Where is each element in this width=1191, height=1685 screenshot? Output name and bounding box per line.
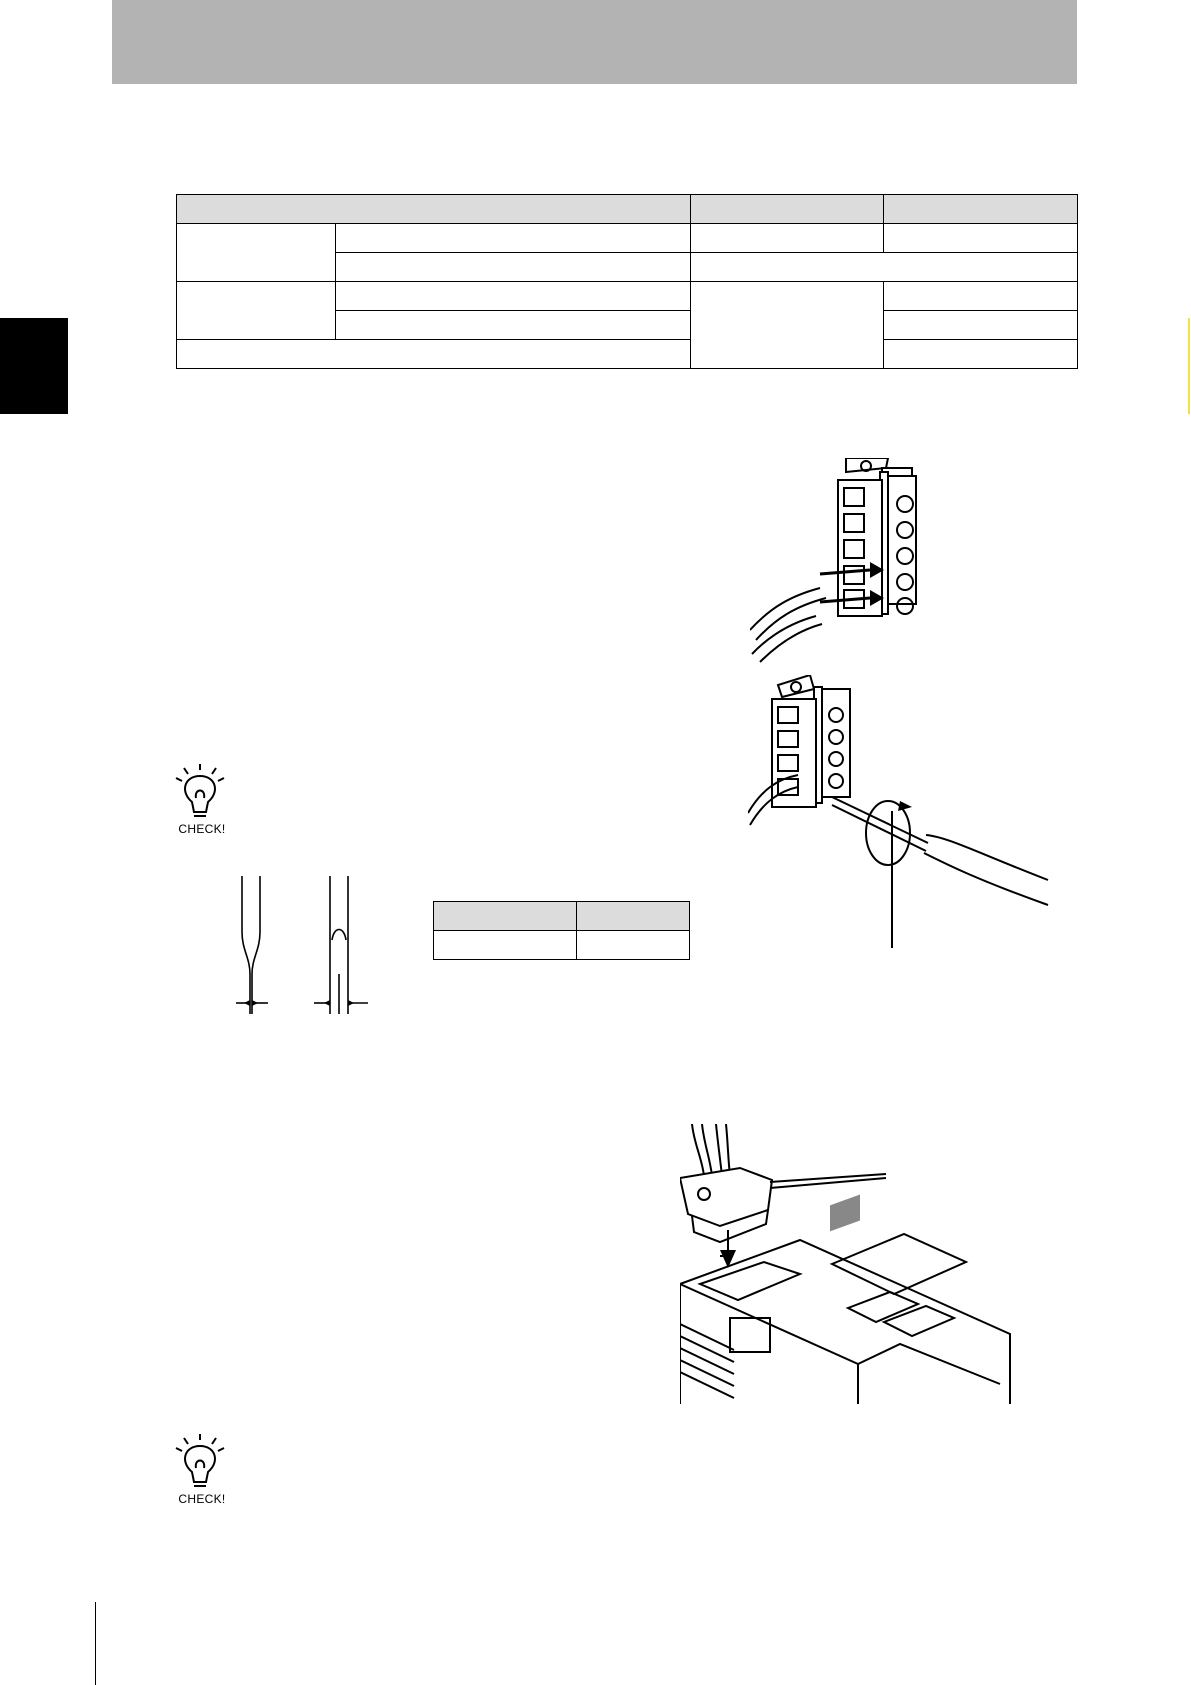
terminal-block-insert-figure: [750, 458, 970, 663]
tool-table: [433, 901, 690, 960]
check-label: CHECK!: [178, 822, 226, 836]
table-header-cell: [577, 902, 690, 931]
table-cell: [691, 224, 884, 253]
check-label: CHECK!: [178, 1492, 226, 1506]
table-row: [434, 931, 690, 960]
table-header-cell: [434, 902, 577, 931]
table-cell: [577, 931, 690, 960]
table-row: [177, 340, 1078, 369]
table-cell: [884, 282, 1078, 311]
screwdriver-tips-figure: [228, 876, 380, 1018]
table-cell: [691, 282, 884, 369]
table-header-cell: [177, 195, 691, 224]
table-cell: [434, 931, 577, 960]
check-note: [172, 1432, 232, 1506]
check-note: [172, 762, 232, 836]
table-cell: [691, 253, 1078, 282]
table-row: [177, 282, 1078, 311]
spec-table: [176, 194, 1078, 369]
connector-mount-figure: [680, 1124, 1020, 1404]
lightbulb-icon: [172, 762, 232, 824]
table-cell: [177, 282, 336, 340]
table-header-cell: [884, 195, 1078, 224]
table-cell: [336, 224, 691, 253]
footer-rule: [95, 1602, 96, 1685]
table-row: [177, 224, 1078, 253]
lightbulb-icon: [172, 1432, 232, 1494]
table-header-cell: [691, 195, 884, 224]
table-cell: [884, 224, 1078, 253]
screwdriver-tighten-figure: [748, 675, 1058, 950]
table-cell: [336, 282, 691, 311]
table-cell: [336, 311, 691, 340]
table-cell: [336, 253, 691, 282]
table-cell: [177, 340, 691, 369]
page-edge-mark: [1188, 318, 1190, 414]
table-cell: [884, 311, 1078, 340]
table-cell: [884, 340, 1078, 369]
table-cell: [177, 224, 336, 282]
table-header-row: [177, 195, 1078, 224]
table-header-row: [434, 902, 690, 931]
chapter-side-tab: [0, 318, 68, 414]
header-band: [112, 0, 1077, 84]
